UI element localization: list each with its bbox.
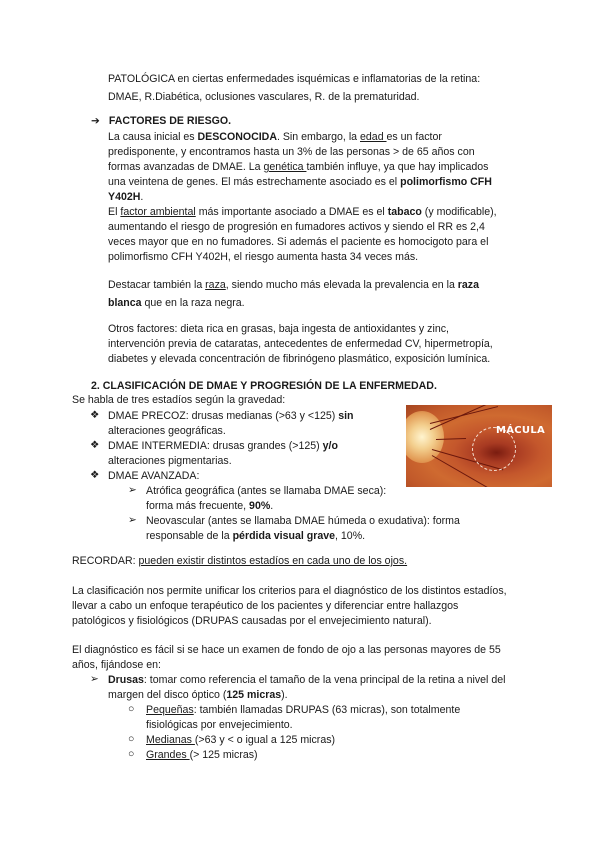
arrow-bullet-icon: ➢ [128,514,137,526]
text-line: intervención previa de cataratas, antecedentes de enfermedad CV, hipermetropía, [108,338,493,350]
text-line: PATOLÓGICA en ciertas enfermedades isquémicas e inflamatorias de la retina: [108,73,481,85]
recordar-note: RECORDAR: pueden existir distintos estadíos en cada uno de los ojos. [72,555,408,567]
text-line: veces mayor que en no fumadores. Si además el paciente es homocigoto para el [108,236,489,248]
text-line: El diagnóstico es fácil si se hace un examen de fondo de ojo a las personas mayores de 55 [72,644,501,656]
circle-bullet-icon: ○ [128,733,135,745]
classification-heading: 2. CLASIFICACIÓN DE DMAE Y PROGRESIÓN DE LA ENFERMEDAD. [91,380,437,392]
diamond-bullet-icon: ❖ [90,439,100,451]
text-line: DMAE INTERMEDIA: drusas grandes (>125) y/o [108,440,338,452]
text-line: Y402H. [108,191,144,203]
other-factors-paragraph [108,322,548,367]
diamond-bullet-icon: ❖ [90,469,100,481]
text-line: aumentando el riesgo de progresión en fumadores activos y siendo el RR es 2,4 [108,221,485,233]
text-line: responsable de la pérdida visual grave, 10%. [146,530,366,542]
arrow-bullet-icon: ➢ [90,673,99,685]
list-item [128,514,460,544]
list-item [128,748,258,763]
macula-label: MÁCULA [496,425,546,436]
arrow-icon: ➔ [91,115,100,127]
list-item [90,673,506,703]
list-item [128,733,335,748]
text-line: alteraciones geográficas. [108,425,226,437]
text-line: forma más frecuente, 90%. [146,500,274,512]
text-line: La causa inicial es DESCONOCIDA. Sin embargo, la edad es un factor [108,131,442,143]
list-item [128,703,460,733]
text-line: Destacar también la raza, siendo mucho más elevada la prevalencia en la raza [108,279,479,291]
retinal-vessel [430,406,498,424]
list-item [128,484,386,514]
fundus-image [406,405,552,487]
classification-intro: Se habla de tres estadíos según la gravedad: [72,394,286,406]
list-item [90,439,338,469]
classification-paragraph [72,584,592,629]
text-line: Pequeñas: también llamadas DRUPAS (63 micras), son totalmente [146,704,461,716]
text-line: alteraciones pigmentarias. [108,455,232,467]
circle-bullet-icon: ○ [128,748,135,760]
text-line: Otros factores: dieta rica en grasas, baja ingesta de antioxidantes y zinc, [108,323,449,335]
section-title: FACTORES DE RIESGO. [108,115,232,127]
text-line: llevar a cabo un enfoque terapéutico de los pacientes y diferenciar entre hallazgos [72,600,459,612]
text-line: fisiológicas por envejecimiento. [146,719,293,731]
text-line: una veintena de genes. El más estrechamente asociado es el polimorfismo CFH [108,176,492,188]
optic-disc [406,411,444,463]
text-line: patológicos y fisiológicos (DRUPAS causadas por el envejecimiento natural). [72,615,432,627]
text-line: Drusas: tomar como referencia el tamaño de la vena principal de la retina a nivel del [108,674,506,686]
intro-paragraph [108,72,480,105]
text-line: Atrófica geográfica (antes se llamaba DMAE seca): [146,485,387,497]
text-line: Grandes (> 125 micras) [146,749,258,761]
text-line: DMAE PRECOZ: drusas medianas (>63 y <125) sin [108,410,354,422]
text-line: El factor ambiental más importante asociado a DMAE es el tabaco (y modificable), [108,206,497,218]
text-line: formas avanzadas de DMAE. La genética también influye, ya que hay implicados [108,161,489,173]
text-line: DMAE, R.Diabética, oclusiones vasculares, R. de la prematuridad. [108,91,420,103]
text-line: Neovascular (antes se llamaba DMAE húmeda o exudativa): forma [146,515,460,527]
diamond-bullet-icon: ❖ [90,409,100,421]
text-line: blanca que en la raza negra. [108,297,245,309]
text-line: La clasificación nos permite unificar los criterios para el diagnóstico de los distintos estadíos, [72,585,507,597]
race-paragraph [108,278,528,311]
retinal-vessel [436,438,466,440]
text-line: polimorfismo CFH Y402H, el riesgo aumenta hasta 34 veces más. [108,251,419,263]
arrow-bullet-icon: ➢ [128,484,137,496]
text-line: diabetes y elevada concentración de fibrinógeno plasmático, exposición lumínica. [108,353,491,365]
risk-heading [91,115,231,127]
text-line: años, fijándose en: [72,659,161,671]
text-line: Medianas (>63 y < o igual a 125 micras) [146,734,336,746]
list-item [90,409,354,439]
circle-bullet-icon: ○ [128,703,135,715]
text-line: margen del disco óptico (125 micras). [108,689,288,701]
risk-paragraph [108,130,528,265]
text-line: predisponente, y encontramos hasta un 3% de las personas > de 65 años con [108,146,475,158]
list-item [90,469,199,484]
text-line: DMAE AVANZADA: [108,470,200,482]
diagnosis-paragraph [72,643,592,673]
